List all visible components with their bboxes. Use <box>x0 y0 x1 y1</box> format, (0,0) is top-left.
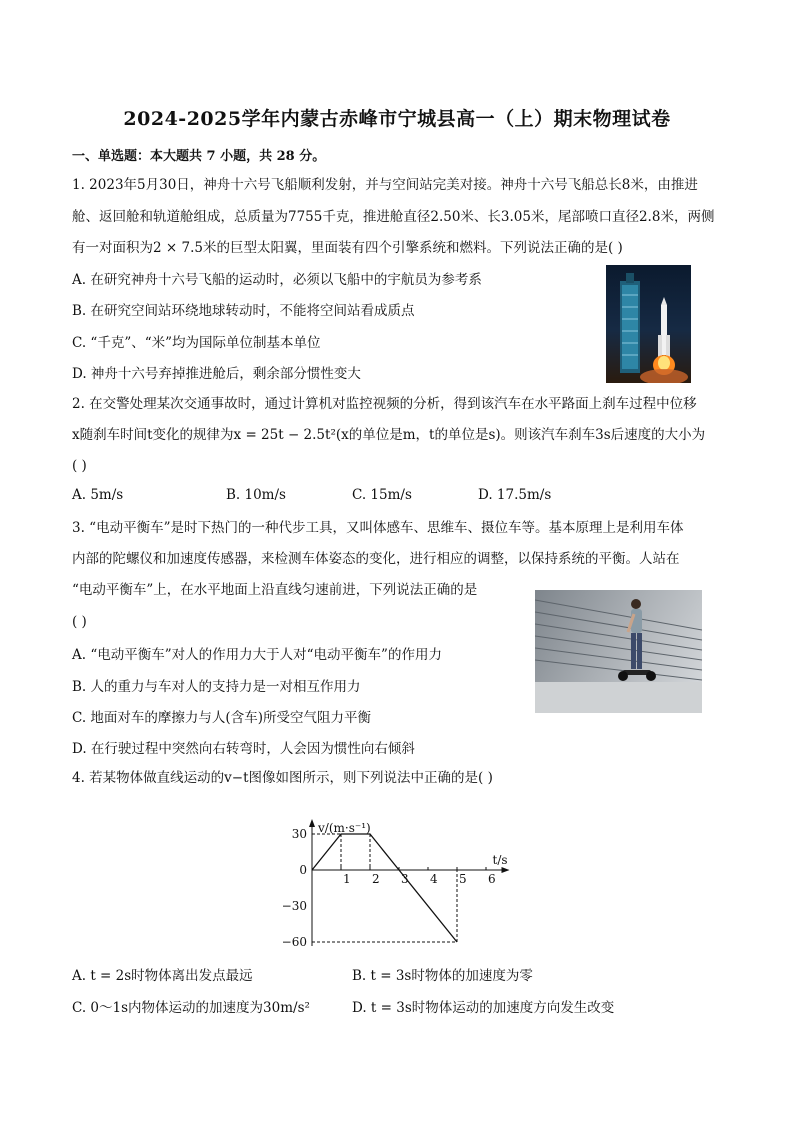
x-axis-label: t/s <box>492 853 508 867</box>
section-heading: 一、单选题：本大题共 7 小题，共 28 分。 <box>72 149 326 164</box>
velocity-series-line <box>312 834 457 942</box>
q3-line-1: 3. “电动平衡车”是时下热门的一种代步工具，又叫体感车、思维车、摄位车等。基本原理上是利用车体 <box>72 520 684 536</box>
q1-option-d: D. 神舟十六号弃掉推进舱后，剩余部分惯性变大 <box>72 366 361 382</box>
q4-option-d: D. t = 3s时物体运动的加速度方向发生改变 <box>352 1000 615 1016</box>
x-tick-label: 3 <box>401 872 409 886</box>
q3-option-c: C. 地面对车的摩擦力与人(含车)所受空气阻力平衡 <box>72 710 371 726</box>
y-tick-label: 30 <box>291 827 307 841</box>
x-tick-label: 2 <box>372 872 380 886</box>
velocity-time-chart <box>282 818 522 953</box>
q3-line-3: “电动平衡车”上，在水平地面上沿直线匀速前进，下列说法正确的是 <box>72 582 478 598</box>
q2-option-c: C. 15m/s <box>352 487 412 503</box>
q4-option-a: A. t = 2s时物体离出发点最远 <box>72 968 253 984</box>
q4-line: 4. 若某物体做直线运动的v−t图像如图所示，则下列说法中正确的是( ) <box>72 770 493 786</box>
x-tick-label: 4 <box>430 872 438 886</box>
q1-option-b: B. 在研究空间站环绕地球转动时，不能将空间站看成质点 <box>72 303 415 319</box>
y-tick-label: 0 <box>299 863 307 877</box>
q3-line-2: 内部的陀螺仪和加速度传感器，来检测车体姿态的变化，进行相应的调整，以保持系统的平衡。人站在 <box>72 551 680 567</box>
q2-option-a: A. 5m/s <box>72 487 124 503</box>
q1-line-2: 舱、返回舱和轨道舱组成，总质量为7755千克，推进舱直径2.50米、长3.05米，尾部喷口直径2.8米，两侧 <box>72 209 715 225</box>
q2-line-3: ( ) <box>72 458 87 474</box>
q1-line-3: 有一对面积为2 × 7.5米的巨型太阳翼，里面装有四个引擎系统和燃料。下列说法正确的是( ) <box>72 240 623 256</box>
q2-option-d: D. 17.5m/s <box>478 487 552 503</box>
x-tick-label: 6 <box>488 872 496 886</box>
q1-option-a: A. 在研究神舟十六号飞船的运动时，必须以飞船中的宇航员为参考系 <box>72 272 482 288</box>
rocket-launch-photo <box>606 265 691 383</box>
q4-option-c: C. 0～1s内物体运动的加速度为30m/s² <box>72 1000 310 1016</box>
page-title: 2024-2025学年内蒙古赤峰市宁城县高一（上）期末物理试卷 <box>123 108 671 130</box>
q3-option-b: B. 人的重力与车对人的支持力是一对相互作用力 <box>72 679 361 695</box>
q1-option-c: C. “千克”、“米”均为国际单位制基本单位 <box>72 335 321 351</box>
q2-line-2: x随刹车时间t变化的规律为x = 25t − 2.5t²(x的单位是m，t的单位是s)。则该汽车刹车3s后速度的大小为 <box>72 427 706 443</box>
q4-option-b: B. t = 3s时物体的加速度为零 <box>352 968 533 984</box>
x-axis-arrow <box>502 867 510 873</box>
y-tick-label: −60 <box>282 935 307 949</box>
y-axis-label: v/(m·s⁻¹) <box>318 821 371 835</box>
q1-line-1: 1. 2023年5月30日，神舟十六号飞船顺利发射，并与空间站完美对接。神舟十六号飞船总长8米，由推进 <box>72 177 698 193</box>
q3-option-d: D. 在行驶过程中突然向右转弯时，人会因为惯性向右倾斜 <box>72 741 415 757</box>
y-axis-arrow <box>309 819 315 827</box>
x-tick-label: 1 <box>343 872 351 886</box>
q3-option-a: A. “电动平衡车”对人的作用力大于人对“电动平衡车”的作用力 <box>72 647 442 663</box>
q3-line-4: ( ) <box>72 614 87 630</box>
x-tick-label: 5 <box>459 872 467 886</box>
y-tick-label: −30 <box>282 899 307 913</box>
q2-line-1: 2. 在交警处理某次交通事故时，通过计算机对监控视频的分析，得到该汽车在水平路面上刹车过程中位移 <box>72 396 697 412</box>
balance-scooter-photo <box>535 590 702 713</box>
q2-option-b: B. 10m/s <box>226 487 286 503</box>
